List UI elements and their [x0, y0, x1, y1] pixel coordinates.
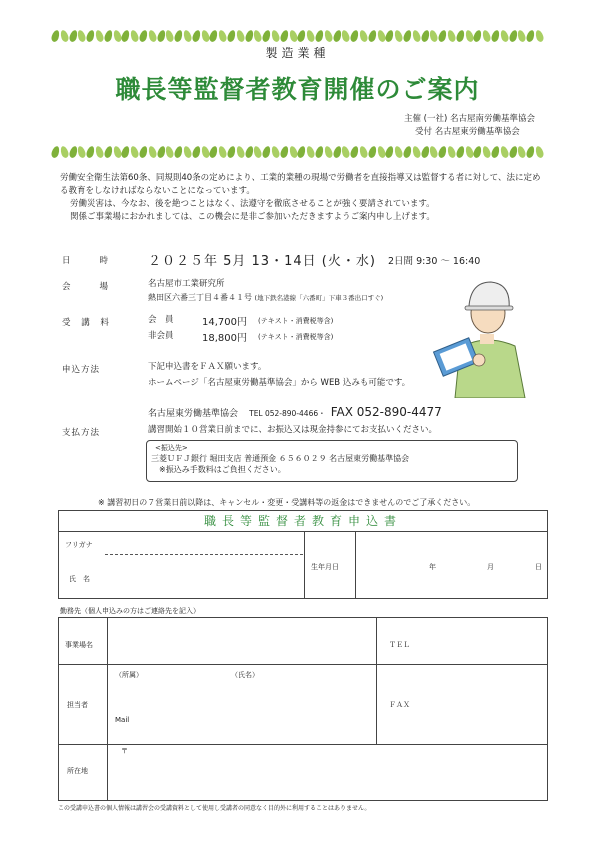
tel-label: ＴＥＬ: [389, 641, 410, 649]
leaf-icon: [446, 29, 456, 43]
leaf-icon: [182, 145, 192, 159]
leaf-icon: [218, 145, 228, 159]
intro-line-2: 労働災害は、今なお、後を絶つことはなく、法遵守を徹底させることが強く要請されています。: [70, 199, 435, 209]
leaf-icon: [103, 29, 113, 43]
transfer-box: [146, 440, 518, 482]
leaf-icon: [297, 145, 307, 159]
leaf-icon: [103, 145, 113, 159]
leaf-icon: [438, 29, 448, 43]
leaf-icon: [86, 29, 96, 43]
leaf-icon: [358, 29, 368, 43]
intro-line-3: 関係ご事業場におかれましては、この機会に是非ご参加いただきますようご案内申し上げます。: [70, 212, 435, 222]
fee-label: 受 講 料: [62, 318, 113, 328]
furigana-field[interactable]: [105, 532, 303, 552]
privacy-note: この受講申込書の個人情報は講習会の受講資料として使用し受講者の同意なく目的外に利用することはありません。: [58, 805, 371, 812]
applicant-box: [58, 531, 548, 599]
date-label: 日 時: [62, 256, 113, 266]
leaf-icon: [394, 145, 404, 159]
apply-tel: TEL 052-890-4466・: [249, 409, 326, 418]
fee-nonmember-label: 非会員: [148, 331, 174, 341]
fee-nonmember-value: 18,800円: [202, 333, 247, 344]
leaf-icon: [534, 145, 544, 159]
leaf-icon: [50, 29, 60, 43]
leaf-icon: [350, 145, 360, 159]
pay-text: 講習開始１０営業日前までに、お振込又は現金持参にてお支払いください。: [148, 425, 438, 435]
leaf-icon: [244, 145, 254, 159]
person-label: 担当者: [67, 701, 88, 709]
apply-label: 申込方法: [62, 365, 101, 375]
organizer: 主催 (一社) 名古屋南労働基準協会: [403, 114, 535, 124]
apply-org: 名古屋東労働基準協会: [148, 409, 239, 419]
mid-leaf-border: [52, 144, 547, 160]
category-label: 製造業種: [265, 46, 330, 60]
leaf-icon: [314, 29, 324, 43]
fee-member-note: (テキスト・消費税等含): [258, 317, 334, 325]
leaf-icon: [526, 145, 536, 159]
date-time: 2日間 9:30 〜 16:40: [388, 256, 481, 267]
leaf-icon: [367, 145, 377, 159]
leaf-icon: [402, 29, 412, 43]
leaf-icon: [59, 29, 69, 43]
leaf-icon: [438, 145, 448, 159]
apply-line-1: 下記申込書をＦＡＸ願います。: [148, 362, 267, 372]
leaf-icon: [226, 145, 236, 159]
helmet-icon: [469, 282, 509, 308]
leaf-icon: [473, 29, 483, 43]
company-label: 事業場名: [65, 641, 93, 649]
leaf-icon: [138, 29, 148, 43]
mail-label: Mail: [115, 716, 130, 724]
leaf-icon: [323, 145, 333, 159]
leaf-icon: [411, 29, 421, 43]
leaf-icon: [94, 145, 104, 159]
leaf-icon: [482, 29, 492, 43]
name-field[interactable]: [105, 556, 303, 597]
leaf-icon: [235, 29, 245, 43]
leaf-icon: [367, 29, 377, 43]
leaf-icon: [279, 145, 289, 159]
page-title: 職長等監督者教育開催のご案内: [115, 75, 480, 104]
leaf-icon: [226, 29, 236, 43]
fax-field[interactable]: [419, 665, 546, 744]
leaf-icon: [174, 29, 184, 43]
address-field[interactable]: [108, 745, 546, 800]
company-field[interactable]: [108, 618, 376, 664]
transfer-note: ※振込み手数料はご負担ください。: [159, 465, 286, 474]
intro-text: [60, 172, 548, 224]
leaf-icon: [235, 145, 245, 159]
leaf-icon: [262, 29, 272, 43]
leaf-icon: [490, 29, 500, 43]
leaf-icon: [323, 29, 333, 43]
leaf-icon: [156, 29, 166, 43]
fee-member-value: 14,700円: [202, 317, 247, 328]
apply-line-2: ホームページ「名古屋東労働基準協会」から WEB 込みも可能です。: [148, 378, 411, 388]
birthdate-field[interactable]: [356, 532, 546, 598]
leaf-icon: [209, 29, 219, 43]
leaf-icon: [314, 145, 324, 159]
leaf-icon: [394, 29, 404, 43]
leaf-icon: [402, 145, 412, 159]
form-title-box: [58, 510, 548, 532]
leaf-icon: [490, 145, 500, 159]
venue-access: (地下鉄名港線「六番町」下車３番出口すぐ): [254, 294, 384, 302]
person-field[interactable]: [108, 665, 376, 744]
leaf-icon: [411, 145, 421, 159]
leaf-icon: [244, 29, 254, 43]
venue-label: 会 場: [62, 282, 113, 292]
day-label: 日: [535, 563, 542, 571]
leaf-icon: [385, 145, 395, 159]
leaf-icon: [279, 29, 289, 43]
venue-name: 名古屋市工業研究所: [148, 279, 225, 289]
dept-label: （所属）: [115, 671, 143, 679]
leaf-icon: [526, 29, 536, 43]
leaf-icon: [130, 145, 140, 159]
leaf-icon: [446, 145, 456, 159]
leaf-icon: [121, 145, 131, 159]
leaf-icon: [306, 29, 316, 43]
leaf-icon: [385, 29, 395, 43]
leaf-icon: [508, 29, 518, 43]
furigana-label: フリガナ: [65, 541, 93, 549]
month-label: 月: [487, 563, 494, 571]
address-label: 所在地: [67, 767, 88, 775]
apply-contact: [148, 401, 442, 420]
leaf-icon: [332, 145, 342, 159]
leaf-icon: [68, 145, 78, 159]
fee-member-label: 会 員: [148, 315, 174, 325]
leaf-icon: [209, 145, 219, 159]
leaf-icon: [174, 145, 184, 159]
workplace-heading: 勤務先（個人申込みの方はご連絡先を記入）: [60, 607, 200, 615]
intro-line-1: 労働安全衛生法第60条、同規則40条の定めにより、工業的業種の現場で労働者を直接指導又は監督する者に対して、法に定める教育をしなければならないことになっています。: [60, 173, 541, 196]
leaf-icon: [191, 145, 201, 159]
leaf-icon: [473, 145, 483, 159]
transfer-account: 三菱ＵＦＪ銀行 堀田支店 普通預金 ６５６０２９ 名古屋東労働基準協会: [151, 454, 410, 463]
leaf-icon: [482, 145, 492, 159]
date-value: ２０２５年 5月 13・14日 (火・水): [148, 254, 376, 269]
leaf-icon: [147, 145, 157, 159]
worker-illustration: [425, 268, 545, 398]
leaf-icon: [534, 29, 544, 43]
leaf-icon: [86, 145, 96, 159]
workplace-box: [58, 617, 548, 801]
furigana-line: [105, 554, 303, 555]
leaf-icon: [182, 29, 192, 43]
leaf-icon: [420, 145, 430, 159]
form-title: 職長等監督者教育申込書: [203, 514, 402, 528]
leaf-icon: [358, 145, 368, 159]
leaf-icon: [297, 29, 307, 43]
name-label: 氏 名: [69, 575, 90, 583]
postal-mark: 〒: [121, 747, 128, 755]
birth-label: 生年月日: [311, 563, 339, 571]
leaf-icon: [270, 29, 280, 43]
top-leaf-border: [52, 28, 547, 44]
leaf-icon: [332, 29, 342, 43]
tel-field[interactable]: [419, 618, 546, 664]
person-name-label: （氏名）: [231, 671, 259, 679]
leaf-icon: [147, 29, 157, 43]
reception: 受付 名古屋東労働基準協会: [415, 127, 520, 137]
leaf-icon: [68, 29, 78, 43]
leaf-icon: [508, 145, 518, 159]
leaf-icon: [350, 29, 360, 43]
leaf-icon: [130, 29, 140, 43]
leaf-icon: [270, 145, 280, 159]
apply-fax: FAX 052-890-4477: [330, 405, 442, 419]
leaf-icon: [156, 145, 166, 159]
cancel-note: ※ 講習初日の７営業日前以降は、キャンセル・変更・受講料等の返金はできませんのでご了承ください。: [98, 498, 476, 507]
venue-address: 熱田区六番三丁目４番４１号 (地下鉄名港線「六番町」下車３番出口すぐ): [148, 293, 384, 302]
leaf-icon: [138, 145, 148, 159]
leaf-icon: [218, 29, 228, 43]
leaf-icon: [121, 29, 131, 43]
fax-label: ＦＡＸ: [389, 701, 410, 709]
leaf-icon: [499, 29, 509, 43]
leaf-icon: [191, 29, 201, 43]
leaf-icon: [455, 29, 465, 43]
leaf-icon: [50, 145, 60, 159]
fee-nonmember-note: (テキスト・消費税等含): [258, 333, 334, 341]
leaf-icon: [59, 145, 69, 159]
year-label: 年: [429, 563, 436, 571]
leaf-icon: [499, 145, 509, 159]
leaf-icon: [94, 29, 104, 43]
leaf-icon: [420, 29, 430, 43]
leaf-icon: [306, 145, 316, 159]
pay-label: 支払方法: [62, 428, 101, 438]
leaf-icon: [262, 145, 272, 159]
transfer-title: <振込先>: [155, 444, 188, 452]
leaf-icon: [455, 145, 465, 159]
